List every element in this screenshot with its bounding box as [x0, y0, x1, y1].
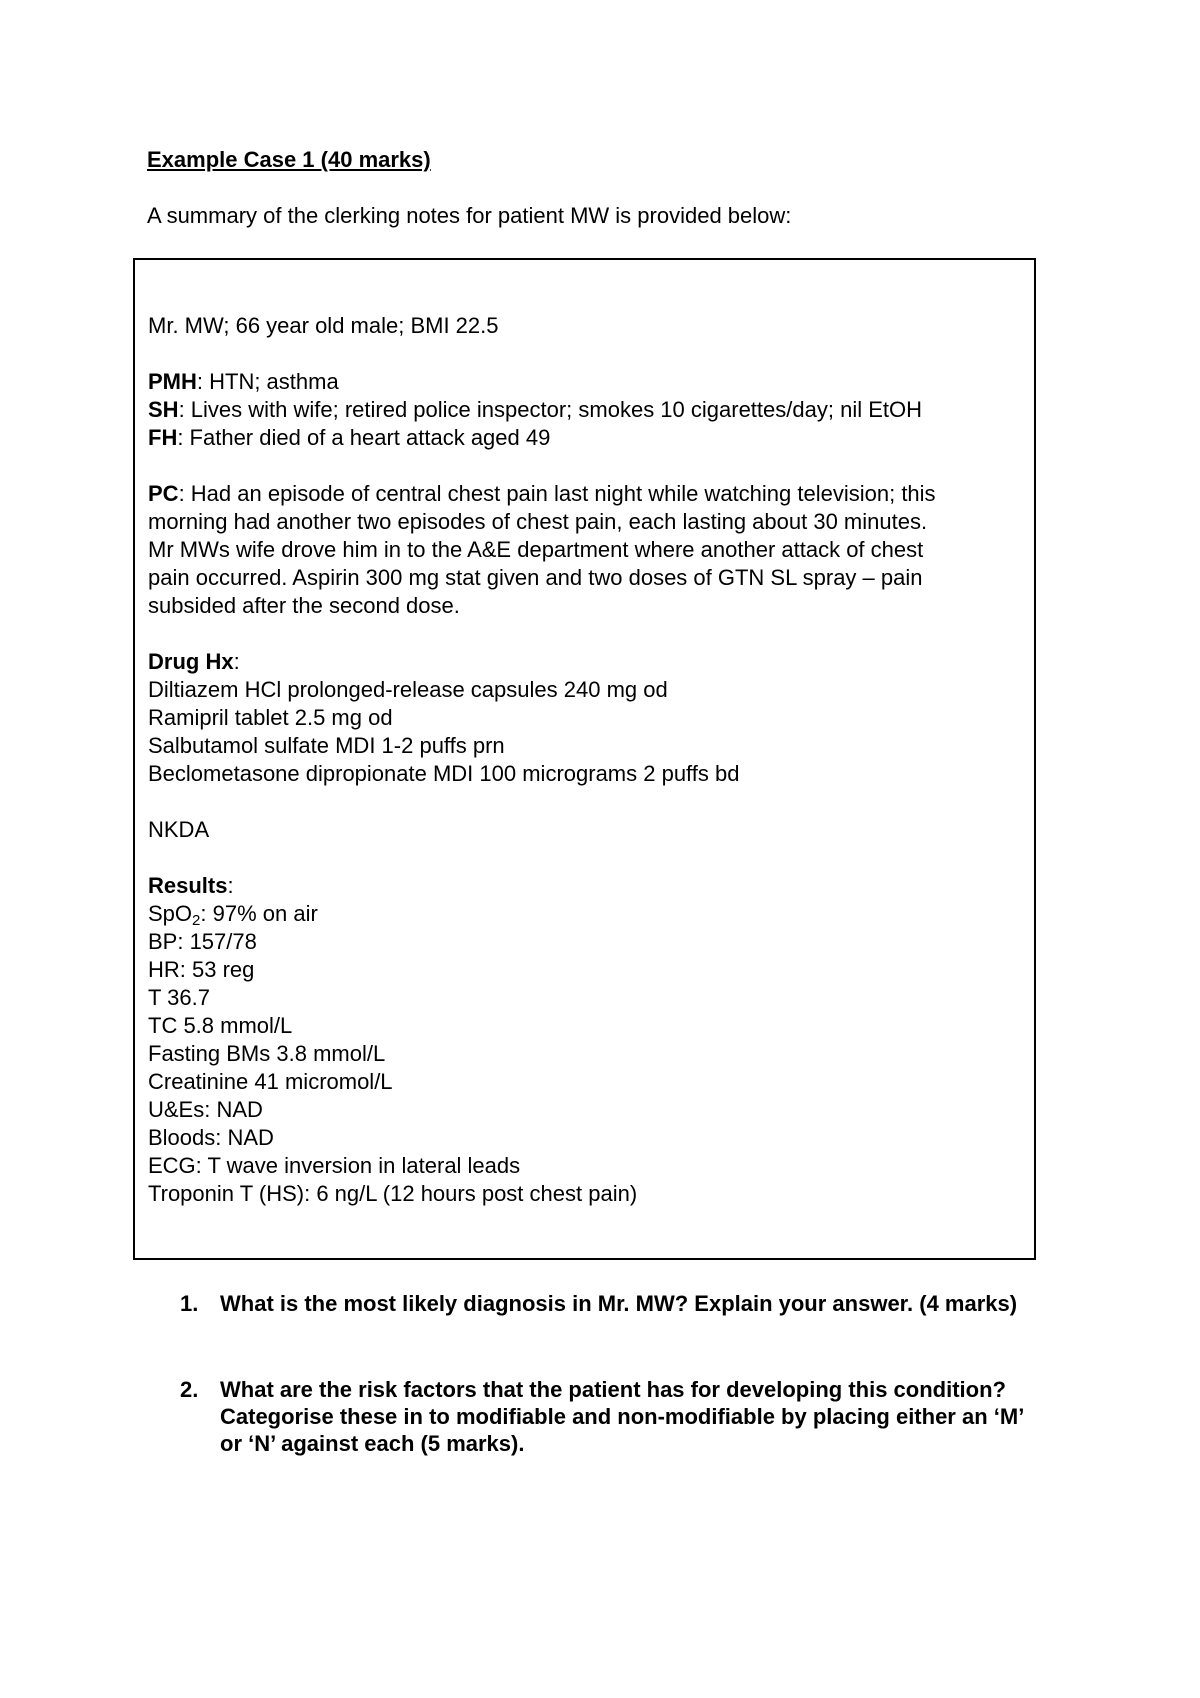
patient-summary: Mr. MW; 66 year old male; BMI 22.5: [148, 313, 499, 338]
result-item: Fasting BMs 3.8 mmol/L: [148, 1041, 386, 1066]
pc-line-4: pain occurred. Aspirin 300 mg stat given and two doses of GTN SL spray – pain: [148, 565, 923, 590]
result-item: ECG: T wave inversion in lateral leads: [148, 1153, 521, 1178]
pc-line-5: subsided after the second dose.: [148, 593, 460, 618]
pc-line-2: morning had another two episodes of chest pain, each lasting about 30 minutes.: [148, 509, 928, 534]
intro-text: A summary of the clerking notes for patient MW is provided below:: [147, 203, 792, 228]
result-item: Bloods: NAD: [148, 1125, 274, 1150]
question-2: [180, 1376, 1040, 1457]
fh-label: FH: [148, 425, 178, 450]
page-title: Example Case 1 (40 marks): [147, 147, 431, 172]
pmh-line: [148, 368, 1018, 396]
clerking-notes: [148, 312, 1018, 1208]
pc-text: : Had an episode of central chest pain last night while watching television; this: [178, 481, 936, 506]
question-number: 1.: [180, 1291, 199, 1316]
pmh-text: : HTN; asthma: [196, 369, 339, 394]
question-1: [180, 1290, 1040, 1317]
result-item: TC 5.8 mmol/L: [148, 1013, 293, 1038]
drug-item: Salbutamol sulfate MDI 1-2 puffs prn: [148, 733, 505, 758]
fh-line: [148, 424, 1018, 452]
pc-line-1: [148, 480, 1018, 508]
result-spo2: [148, 900, 1018, 928]
pc-line-3: Mr MWs wife drove him in to the A&E department where another attack of chest: [148, 537, 924, 562]
drug-history-colon: :: [233, 649, 240, 674]
question-text: What are the risk factors that the patient has for developing this condition? Categorise these in to modifiable and non-modifiable by placing either an ‘M’ or ‘N’ against each (5 marks).: [220, 1377, 1024, 1456]
results-colon: :: [227, 873, 234, 898]
sh-line: [148, 396, 1018, 424]
result-item: Creatinine 41 micromol/L: [148, 1069, 393, 1094]
pc-label: PC: [148, 481, 179, 506]
drug-history-heading: [148, 648, 1018, 676]
drug-item: Diltiazem HCl prolonged-release capsules 240 mg od: [148, 677, 668, 702]
drug-item: Ramipril tablet 2.5 mg od: [148, 705, 393, 730]
result-item: T 36.7: [148, 985, 210, 1010]
result-item: BP: 157/78: [148, 929, 257, 954]
drug-history-label: Drug Hx: [148, 649, 234, 674]
pmh-label: PMH: [148, 369, 197, 394]
spo2-prefix: SpO: [148, 901, 193, 926]
fh-text: : Father died of a heart attack aged 49: [177, 425, 551, 450]
spo2-value: : 97% on air: [200, 901, 318, 926]
spo2-subscript: 2: [192, 912, 201, 929]
question-list: [180, 1290, 1040, 1457]
result-item: U&Es: NAD: [148, 1097, 263, 1122]
sh-text: : Lives with wife; retired police inspector; smokes 10 cigarettes/day; nil EtOH: [178, 397, 922, 422]
drug-item: Beclometasone dipropionate MDI 100 micrograms 2 puffs bd: [148, 761, 740, 786]
allergy-status: NKDA: [148, 817, 210, 842]
result-item: Troponin T (HS): 6 ng/L (12 hours post chest pain): [148, 1181, 638, 1206]
results-label: Results: [148, 873, 228, 898]
clerking-notes-box: [133, 258, 1036, 1260]
sh-label: SH: [148, 397, 179, 422]
results-heading: [148, 872, 1018, 900]
question-number: 2.: [180, 1377, 199, 1402]
question-text: What is the most likely diagnosis in Mr. MW? Explain your answer. (4 marks): [220, 1291, 1018, 1316]
result-item: HR: 53 reg: [148, 957, 255, 982]
